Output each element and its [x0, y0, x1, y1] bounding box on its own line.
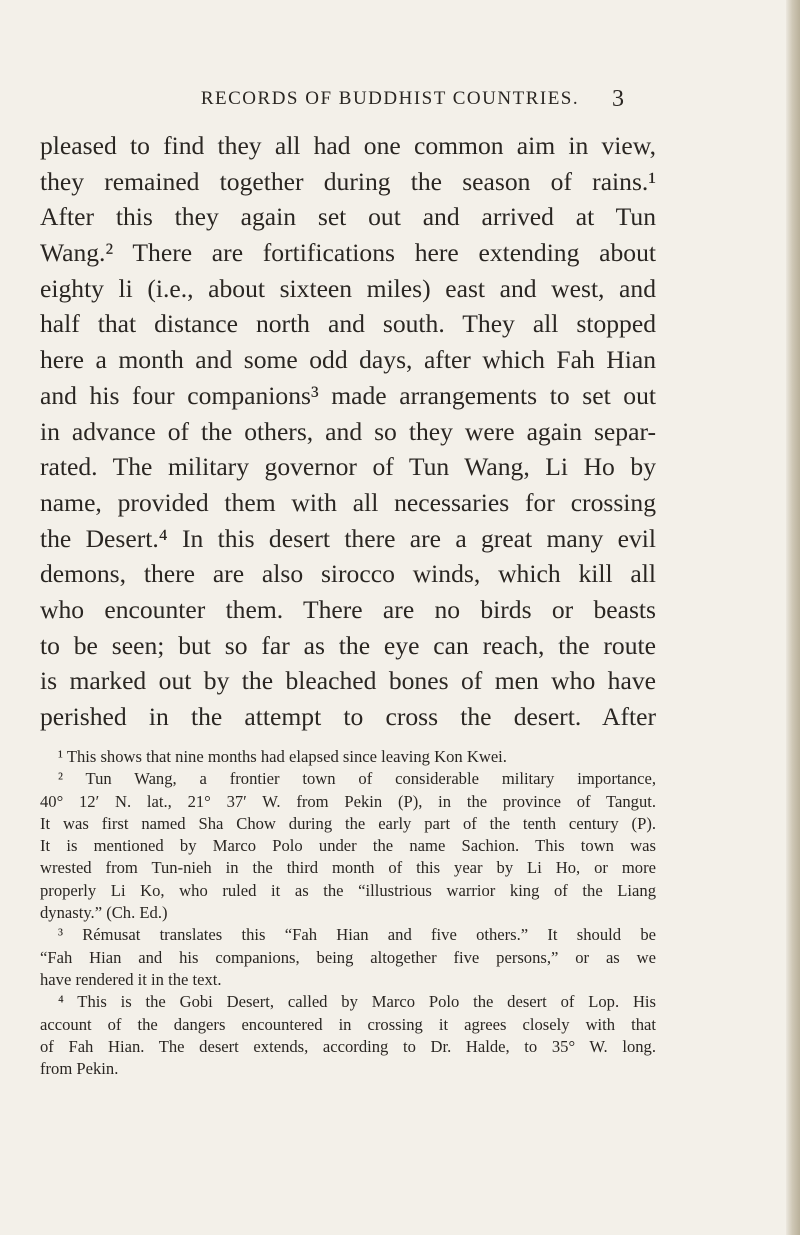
text-line: demons, there are also sirocco winds, which kill all: [40, 559, 656, 589]
footnote-line: properly Li Ko, who ruled it as the “illustrious warrior king of the Liang: [40, 880, 656, 900]
text-line: who encounter them. There are no birds or beasts: [40, 594, 656, 624]
footnote-line: of Fah Hian. The desert extends, according to Dr. Halde, to 35° W. long.: [40, 1036, 656, 1056]
text-line: eighty li (i.e., about sixteen miles) east and west, and: [40, 273, 656, 303]
main-text: [40, 128, 656, 735]
footnote-line: “Fah Hian and his companions, being altogether five persons,” or as we: [40, 947, 656, 967]
text-line: perished in the attempt to cross the desert. After: [40, 702, 656, 731]
footnote-line: account of the dangers encountered in crossing it agrees closely with that: [40, 1014, 656, 1034]
text-line: pleased to find they all had one common aim in view,: [40, 131, 656, 160]
footnote-line: dynasty.” (Ch. Ed.): [40, 903, 168, 923]
text-line: and his four companions³ made arrangements to set out: [40, 380, 656, 410]
footnote-line: It is mentioned by Marco Polo under the name Sachion. This town was: [40, 836, 656, 856]
text-line: is marked out by the bleached bones of men who have: [40, 666, 656, 696]
footnote-line: have rendered it in the text.: [40, 969, 222, 989]
text-line: half that distance north and south. They all stopped: [40, 309, 656, 339]
footnotes: [40, 746, 656, 1080]
text-line: name, provided them with all necessaries for crossing: [40, 487, 656, 517]
text-line: to be seen; but so far as the eye can reach, the route: [40, 630, 656, 660]
page-header: [0, 86, 800, 116]
running-head: RECORDS OF BUDDHIST COUNTRIES.: [200, 88, 580, 109]
text-line: they remained together during the season of rains.¹: [40, 166, 656, 196]
text-line: Wang.² There are fortifications here extending about: [40, 238, 656, 268]
footnote-line: from Pekin.: [40, 1059, 119, 1079]
footnote-2: ² Tun Wang, a frontier town of considerable military importance,: [58, 769, 656, 789]
footnote-line: 40° 12′ N. lat., 21° 37′ W. from Pekin (P), in the province of Tangut.: [40, 791, 656, 811]
text-line: here a month and some odd days, after which Fah Hian: [40, 345, 656, 375]
footnote-1: ¹ This shows that nine months had elapsed since leaving Kon Kwei.: [58, 747, 507, 766]
footnote-3: ³ Rémusat translates this “Fah Hian and five others.” It should be: [58, 925, 656, 945]
page-edge-shadow: [786, 0, 800, 1235]
page-number: 3: [612, 86, 624, 112]
footnote-line: It was first named Sha Chow during the early part of the tenth century (P).: [40, 813, 656, 833]
footnote-4: ⁴ This is the Gobi Desert, called by Marco Polo the desert of Lop. His: [58, 992, 656, 1012]
text-line: in advance of the others, and so they were again separ-: [40, 416, 656, 446]
footnote-line: wrested from Tun-nieh in the third month of this year by Li Ho, or more: [40, 858, 656, 878]
text-line: After this they again set out and arrived at Tun: [40, 202, 656, 232]
text-line: the Desert.⁴ In this desert there are a great many evil: [40, 523, 656, 553]
text-line: rated. The military governor of Tun Wang, Li Ho by: [40, 452, 656, 482]
